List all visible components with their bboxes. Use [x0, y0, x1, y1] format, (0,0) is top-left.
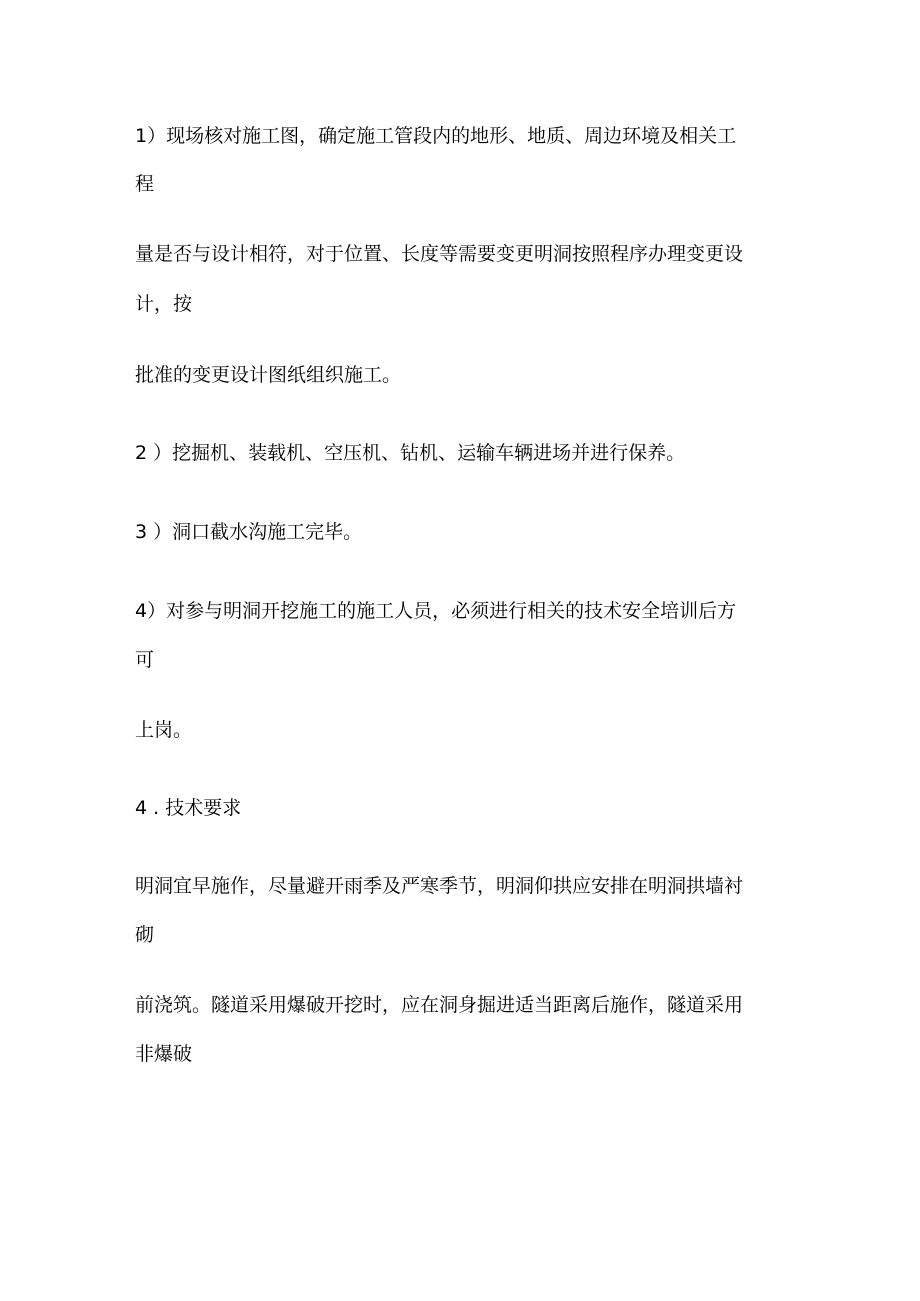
text-line: 非爆破	[135, 1043, 193, 1065]
text-line: 砌	[135, 924, 155, 946]
text-line: 2 ）挖掘机、装载机、空压机、钻机、运输车辆进场并进行保养。	[135, 442, 686, 464]
text-line: 程	[135, 173, 155, 195]
text-line: 3 ）洞口截水沟施工完毕。	[135, 521, 363, 543]
text-line: 批准的变更设计图纸组织施工。	[135, 364, 402, 386]
text-line: 明洞宜早施作，尽量避开雨季及严寒季节，明洞仰拱应安排在明洞拱墙衬	[135, 875, 744, 897]
text-line: 计，按	[135, 293, 193, 315]
text-line: 前浇筑。隧道采用爆破开挖时，应在洞身掘进适当距离后施作，隧道采用	[135, 994, 744, 1016]
text-line: 4）对参与明洞开挖施工的施工人员，必须进行相关的技术安全培训后方	[135, 600, 737, 622]
text-line: 上岗。	[135, 719, 193, 741]
text-line: 可	[135, 649, 155, 671]
text-line: 量是否与设计相符，对于位置、长度等需要变更明洞按照程序办理变更设	[135, 243, 744, 265]
section-heading: 4 . 技术要求	[135, 797, 242, 819]
text-line: 1）现场核对施工图，确定施工管段内的地形、地质、周边环境及相关工	[135, 125, 737, 147]
